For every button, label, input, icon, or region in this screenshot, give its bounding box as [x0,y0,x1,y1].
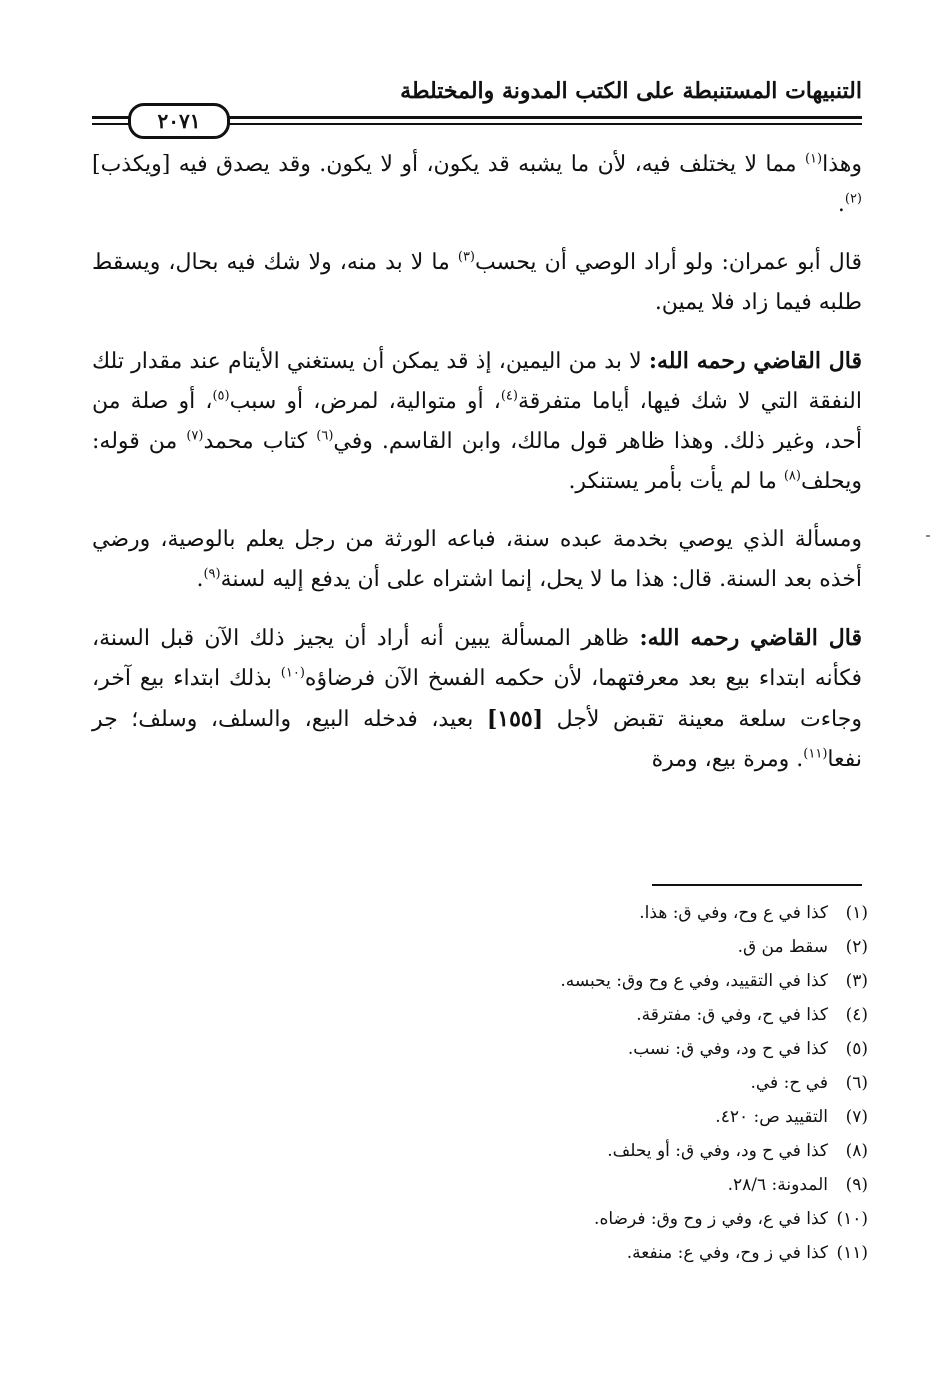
text-run: ومسألة الذي يوصي بخدمة عبده سنة، فباعه الورثة من رجل يعلم بالوصية، ورضي أخذه بعد السنة. قال: هذا ما لا يحل، إنما اشتراه على أن يدفع إليه لسنة [92,527,862,592]
margin-mark [926,535,930,537]
footnote-item [308,1168,868,1202]
paragraph [92,243,862,323]
footnote-text: التقييد ص: ٤٢٠. [715,1107,828,1127]
text-run: . [196,567,204,592]
page-number: ٢٠٧١ [128,103,230,139]
footnote-text: في ح: في. [750,1073,828,1093]
footnote-number: (١١) [836,1243,868,1263]
footnote-number: (٧) [845,1107,868,1127]
text-run: من قوله: ويحلف [92,429,862,494]
footnote-number: (٨) [845,1141,868,1161]
footnote-ref: (٦) [316,428,334,444]
text-run: . ومرة بيع، ومرة [651,747,804,772]
text-run: ما لا بد منه، ولا شك فيه بحال، ويسقط طلبه فيما زاد فلا يمين. [92,250,862,315]
footnote-number: (١٠) [836,1209,868,1229]
footnote-text: كذا في ح ود، وفي ق: أو يحلف. [607,1141,828,1161]
running-header-title: التنبيهات المستنبطة على الكتب المدونة والمختلطة [400,78,862,104]
footnote-text: كذا في التقييد، وفي ع وح وق: يحبسه. [560,971,828,991]
footnote-ref: (٥) [212,388,230,404]
text-run: ، أو صلة من أحد، وغير ذلك. وهذا ظاهر قول مالك، وابن القاسم. وفي [92,389,863,454]
text-run: قال أبو عمران: ولو أراد الوصي أن يحسب [475,250,863,275]
text-run: ظاهر المسألة يبين أنه أراد أن يجيز ذلك الآن قبل السنة، فكأنه ابتداء بيع بعد معرفتهما، لأن حكمه الفسخ الآن فرضاؤه [92,626,862,691]
footnote-number: (١) [845,903,868,923]
footnote-ref: (٤) [500,388,518,404]
text-run: مما لا يختلف فيه، لأن ما يشبه قد يكون، أو لا يكون. وقد يصدق فيه [ويكذب] [92,152,805,177]
footnote-ref: (٣) [457,249,475,265]
footnote-text: كذا في ع، وفي ز وح وق: فرضاه. [594,1209,828,1229]
text-run: ما لم يأت بأمر يستنكر. [568,469,784,494]
footnote-number: (٩) [845,1175,868,1195]
footnote-separator [652,884,862,886]
paragraph-lead: قال القاضي رحمه الله: [648,348,862,374]
footnote-ref: (٧) [186,428,204,444]
footnote-ref: (٨) [783,468,801,484]
footnote-number: (٦) [845,1073,868,1093]
footnote-number: (٢) [845,937,868,957]
footnote-ref: (٩) [203,566,221,582]
text-run: [١٥٥] [486,706,544,732]
text-run: وهذا [822,152,862,177]
main-text [92,145,862,798]
footnote-item [308,930,868,964]
text-run: بعيد، فدخله البيع، والسلف، وسلف؛ جر نفعا [92,707,862,772]
footnote-ref: (٢) [844,191,862,207]
footnote-text: المدونة: ٢٨/٦. [727,1175,828,1195]
footnote-item [308,1134,868,1168]
text-run: ، أو متوالية، لمرض، أو سبب [229,389,501,414]
footnote-item [308,964,868,998]
footnote-text: كذا في ح ود، وفي ق: نسب. [627,1039,828,1059]
paragraph [92,145,862,225]
paragraph [92,341,862,502]
footnote-text: كذا في ح، وفي ق: مفترقة. [636,1005,828,1025]
paragraph [92,618,862,780]
footnote-number: (٤) [845,1005,868,1025]
footnote-item [308,896,868,930]
footnote-item [308,998,868,1032]
footnote-ref: (١١) [803,746,828,762]
text-run: كتاب محمد [203,429,317,454]
footnote-item [308,1236,868,1270]
footnotes-list [308,896,868,1270]
footnote-ref: (١٠) [280,665,305,681]
footnote-item [308,1066,868,1100]
footnote-text: سقط من ق. [737,937,828,957]
footnote-text: كذا في ز وح، وفي ع: منفعة. [626,1243,828,1263]
footnote-number: (٣) [845,971,868,991]
footnote-item [308,1202,868,1236]
footnote-number: (٥) [845,1039,868,1059]
text-run: لا بد من اليمين، إذ قد يمكن أن يستغني الأيتام عند مقدار تلك النفقة التي لا شك فيها، أياما متفرقة [92,349,862,414]
footnote-text: كذا في ع وح، وفي ق: هذا. [639,903,828,923]
text-run: . [837,192,845,217]
paragraph [92,520,862,600]
text-run: بذلك ابتداء بيع آخر، وجاءت سلعة معينة تقبض لأجل [92,666,862,732]
paragraph-lead: قال القاضي رحمه الله: [639,625,862,651]
footnote-item [308,1100,868,1134]
footnote-ref: (١) [804,151,823,167]
footnote-item [308,1032,868,1066]
